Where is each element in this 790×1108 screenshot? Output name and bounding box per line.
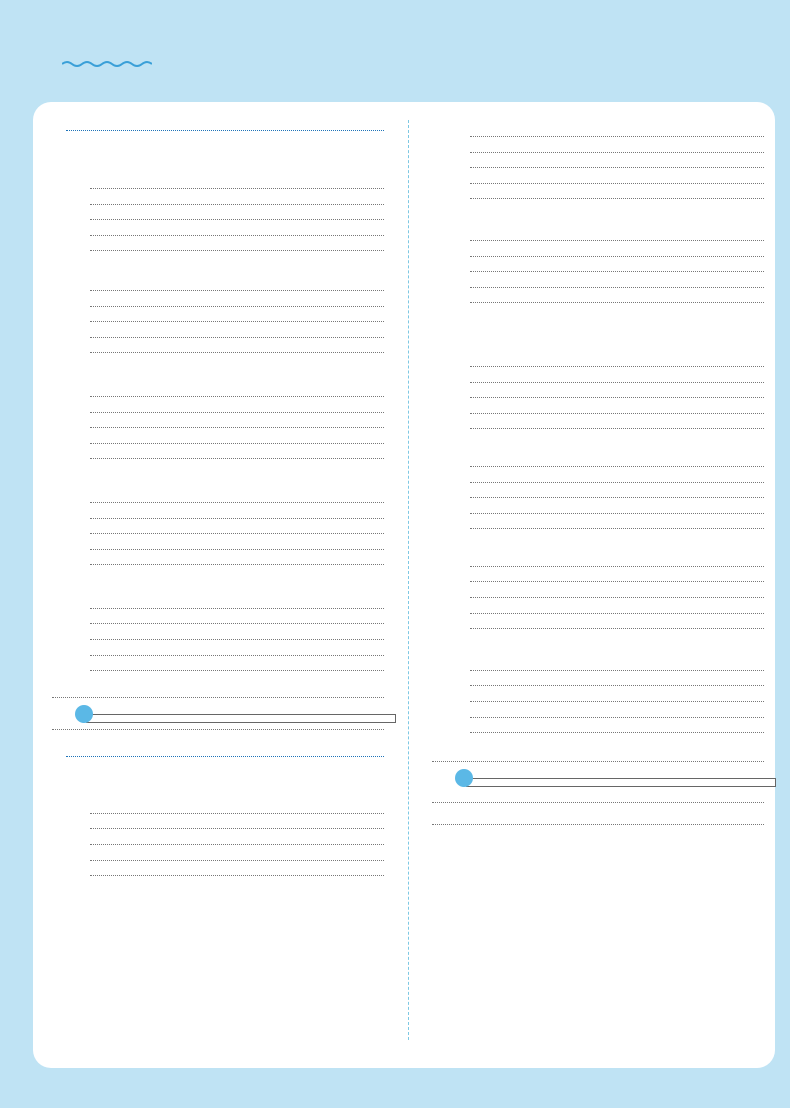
leader-dots (90, 443, 384, 444)
leader-dots (90, 188, 384, 189)
leader-dots (90, 306, 384, 307)
subsection-heading[interactable] (428, 546, 768, 566)
leader-dots (90, 549, 384, 550)
section-heading[interactable] (48, 771, 388, 793)
toc-entry[interactable] (428, 167, 768, 183)
spacer (48, 733, 388, 743)
toc-entry[interactable] (428, 717, 768, 733)
lesson-badge-icon (75, 705, 93, 723)
chapter-heading[interactable] (48, 743, 388, 771)
leader-dots (470, 240, 764, 241)
special-practice[interactable] (428, 793, 768, 815)
toc-entry[interactable] (428, 732, 768, 748)
section-heading[interactable] (48, 480, 388, 502)
chapter-test[interactable] (428, 815, 768, 837)
leader-dots (52, 729, 384, 730)
toc-entry[interactable] (428, 701, 768, 717)
subsection-heading[interactable] (48, 793, 388, 813)
leader-dots (90, 655, 384, 656)
subsection-heading[interactable] (48, 270, 388, 290)
subsection-heading[interactable] (428, 116, 768, 136)
toc-entry[interactable] (428, 382, 768, 398)
toc-entry[interactable] (428, 136, 768, 152)
leader-dots (470, 198, 764, 199)
toc-entry[interactable] (48, 219, 388, 235)
lesson-badge-icon (455, 769, 473, 787)
subsection-heading[interactable] (428, 346, 768, 366)
toc-entry[interactable] (48, 458, 388, 474)
toc-entry[interactable] (48, 204, 388, 220)
leader-dots (90, 290, 384, 291)
leader-dots (90, 458, 384, 459)
toc-entry[interactable] (428, 581, 768, 597)
toc-entry[interactable] (428, 466, 768, 482)
qr-code[interactable] (570, 973, 626, 1029)
section-heading[interactable] (48, 146, 388, 168)
leader-dots (66, 756, 384, 757)
toc-entry[interactable] (428, 302, 768, 318)
toc-left-column (48, 116, 388, 891)
leader-dots (90, 337, 384, 338)
toc-entry[interactable] (428, 256, 768, 272)
section-heading[interactable] (48, 374, 388, 396)
leader-dots (470, 271, 764, 272)
leader-dots (90, 412, 384, 413)
leader-dots (90, 670, 384, 671)
chapter-heading[interactable] (48, 116, 388, 144)
leader-dots (432, 761, 764, 762)
toc-entry[interactable] (48, 564, 388, 580)
toc-entry[interactable] (428, 513, 768, 529)
leader-dots (90, 352, 384, 353)
leader-dots (470, 717, 764, 718)
toc-entry[interactable] (48, 502, 388, 518)
toc-entry[interactable] (48, 655, 388, 671)
leader-dots (90, 518, 384, 519)
leader-dots (90, 396, 384, 397)
leader-dots (470, 528, 764, 529)
chapter-test[interactable] (428, 752, 768, 774)
leader-dots (90, 204, 384, 205)
toc-entry[interactable] (428, 482, 768, 498)
leader-dots (90, 875, 384, 876)
leader-dots (90, 860, 384, 861)
section-heading[interactable] (48, 586, 388, 608)
leader-dots (90, 844, 384, 845)
toc-entry[interactable] (48, 608, 388, 624)
leader-dots (470, 701, 764, 702)
toc-entry[interactable] (48, 518, 388, 534)
leader-dots (470, 397, 764, 398)
leader-dots (90, 533, 384, 534)
title-underline (62, 60, 152, 68)
toc-entry[interactable] (48, 235, 388, 251)
leader-dots (470, 366, 764, 367)
leader-dots (470, 428, 764, 429)
leader-dots (90, 623, 384, 624)
toc-right-column (428, 116, 768, 837)
toc-entry[interactable] (48, 623, 388, 639)
toc-entry[interactable] (428, 670, 768, 686)
leader-dots (470, 183, 764, 184)
micro-lesson-box (466, 778, 776, 787)
toc-entry[interactable] (48, 533, 388, 549)
section-heading[interactable] (428, 324, 768, 346)
toc-entry[interactable] (428, 240, 768, 256)
leader-dots (90, 639, 384, 640)
leader-dots (90, 564, 384, 565)
toc-entry[interactable] (48, 443, 388, 459)
toc-entry[interactable] (48, 844, 388, 860)
section-heading[interactable] (428, 648, 768, 670)
toc-entry[interactable] (48, 337, 388, 353)
leader-dots (470, 466, 764, 467)
toc-entry[interactable] (48, 639, 388, 655)
toc-entry[interactable] (48, 290, 388, 306)
chapter-test[interactable] (48, 688, 388, 710)
leader-dots (470, 597, 764, 598)
toc-entry[interactable] (428, 198, 768, 214)
leader-dots (90, 321, 384, 322)
toc-entry[interactable] (428, 628, 768, 644)
toc-entry[interactable] (428, 613, 768, 629)
toc-entry[interactable] (48, 860, 388, 876)
leader-dots (90, 235, 384, 236)
toc-entry[interactable] (428, 183, 768, 199)
leader-dots (470, 497, 764, 498)
toc-entry[interactable] (48, 250, 388, 266)
leader-dots (470, 413, 764, 414)
leader-dots (90, 502, 384, 503)
toc-entry[interactable] (48, 670, 388, 686)
toc-entry[interactable] (48, 828, 388, 844)
toc-entry[interactable] (48, 306, 388, 322)
leader-dots (432, 824, 764, 825)
toc-entry[interactable] (428, 428, 768, 444)
leader-dots (432, 802, 764, 803)
leader-dots (470, 566, 764, 567)
leader-dots (470, 685, 764, 686)
leader-dots (470, 167, 764, 168)
toc-entry[interactable] (428, 413, 768, 429)
leader-dots (90, 219, 384, 220)
leader-dots (470, 513, 764, 514)
toc-entry[interactable] (48, 412, 388, 428)
toc-entry[interactable] (48, 396, 388, 412)
toc-entry[interactable] (48, 188, 388, 204)
toc-entry[interactable] (48, 549, 388, 565)
leader-dots (470, 287, 764, 288)
toc-entry[interactable] (428, 366, 768, 382)
leader-dots (66, 130, 384, 131)
leader-dots (470, 256, 764, 257)
section-heading[interactable] (428, 218, 768, 240)
leader-dots (470, 581, 764, 582)
subsection-heading[interactable] (428, 446, 768, 466)
toc-entry[interactable] (428, 528, 768, 544)
micro-lesson-box (86, 714, 396, 723)
toc-entry[interactable] (428, 685, 768, 701)
toc-entry[interactable] (428, 566, 768, 582)
toc-entry[interactable] (428, 287, 768, 303)
toc-entry[interactable] (428, 397, 768, 413)
toc-entry[interactable] (428, 497, 768, 513)
leader-dots (470, 670, 764, 671)
toc-entry[interactable] (48, 875, 388, 891)
leader-dots (470, 732, 764, 733)
toc-entry[interactable] (428, 152, 768, 168)
leader-dots (470, 613, 764, 614)
leader-dots (470, 152, 764, 153)
leader-dots (470, 302, 764, 303)
leader-dots (90, 813, 384, 814)
leader-dots (90, 250, 384, 251)
toc-entry[interactable] (48, 427, 388, 443)
leader-dots (90, 427, 384, 428)
leader-dots (470, 136, 764, 137)
subsection-heading[interactable] (48, 168, 388, 188)
toc-entry[interactable] (48, 321, 388, 337)
leader-dots (90, 828, 384, 829)
column-divider (408, 120, 409, 1040)
toc-entry[interactable] (48, 813, 388, 829)
toc-entry[interactable] (428, 597, 768, 613)
leader-dots (470, 628, 764, 629)
toc-entry[interactable] (48, 352, 388, 368)
leader-dots (470, 482, 764, 483)
toc-entry[interactable] (428, 271, 768, 287)
leader-dots (470, 382, 764, 383)
leader-dots (90, 608, 384, 609)
leader-dots (52, 697, 384, 698)
